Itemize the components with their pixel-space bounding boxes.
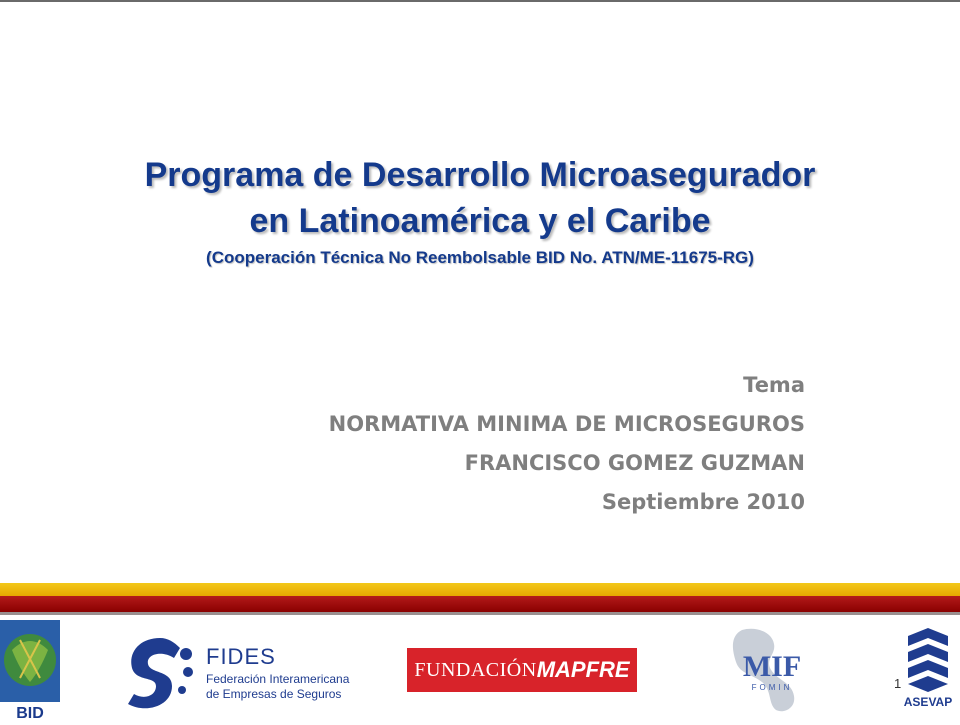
page-number: 1	[894, 676, 902, 691]
bid-logo-text: BID	[16, 705, 44, 720]
subtitle-author: FRANCISCO GOMEZ GUZMAN	[464, 451, 805, 475]
mapfre-text-right: MAPFRE	[536, 657, 630, 682]
fides-line-2: de Empresas de Seguros	[206, 687, 342, 701]
title-line-3: (Cooperación Técnica No Reembolsable BID No. ATN/ME-11675-RG)	[206, 248, 754, 267]
bid-logo	[0, 620, 62, 720]
mapfre-text-left: FUNDACIÓN	[414, 658, 537, 681]
top-border	[0, 0, 960, 2]
fides-logo	[122, 632, 372, 712]
asevap-text: ASEVAP	[903, 695, 953, 709]
title-line-1: Programa de Desarrollo Microasegurador	[144, 156, 816, 194]
fides-name: FIDES	[206, 644, 276, 669]
fides-line-1: Federación Interamericana	[206, 672, 350, 686]
subtitle-date: Septiembre 2010	[601, 490, 805, 514]
slide-subtitle	[329, 366, 805, 522]
mif-fomin-logo	[722, 624, 822, 716]
mif-text: MIF	[742, 650, 802, 683]
footer-band-red	[0, 596, 960, 612]
footer-band-grey	[0, 612, 960, 615]
title-line-2: en Latinoamérica y el Caribe	[249, 202, 711, 240]
slide-title	[0, 152, 960, 270]
fomin-text: FOMIN	[751, 683, 793, 692]
asevap-logo	[898, 626, 958, 718]
footer-band-yellow	[0, 583, 960, 596]
subtitle-topic: NORMATIVA MINIMA DE MICROSEGUROS	[328, 412, 805, 436]
fundacion-mapfre-logo	[407, 648, 637, 692]
subtitle-topic-label: Tema	[743, 373, 805, 397]
